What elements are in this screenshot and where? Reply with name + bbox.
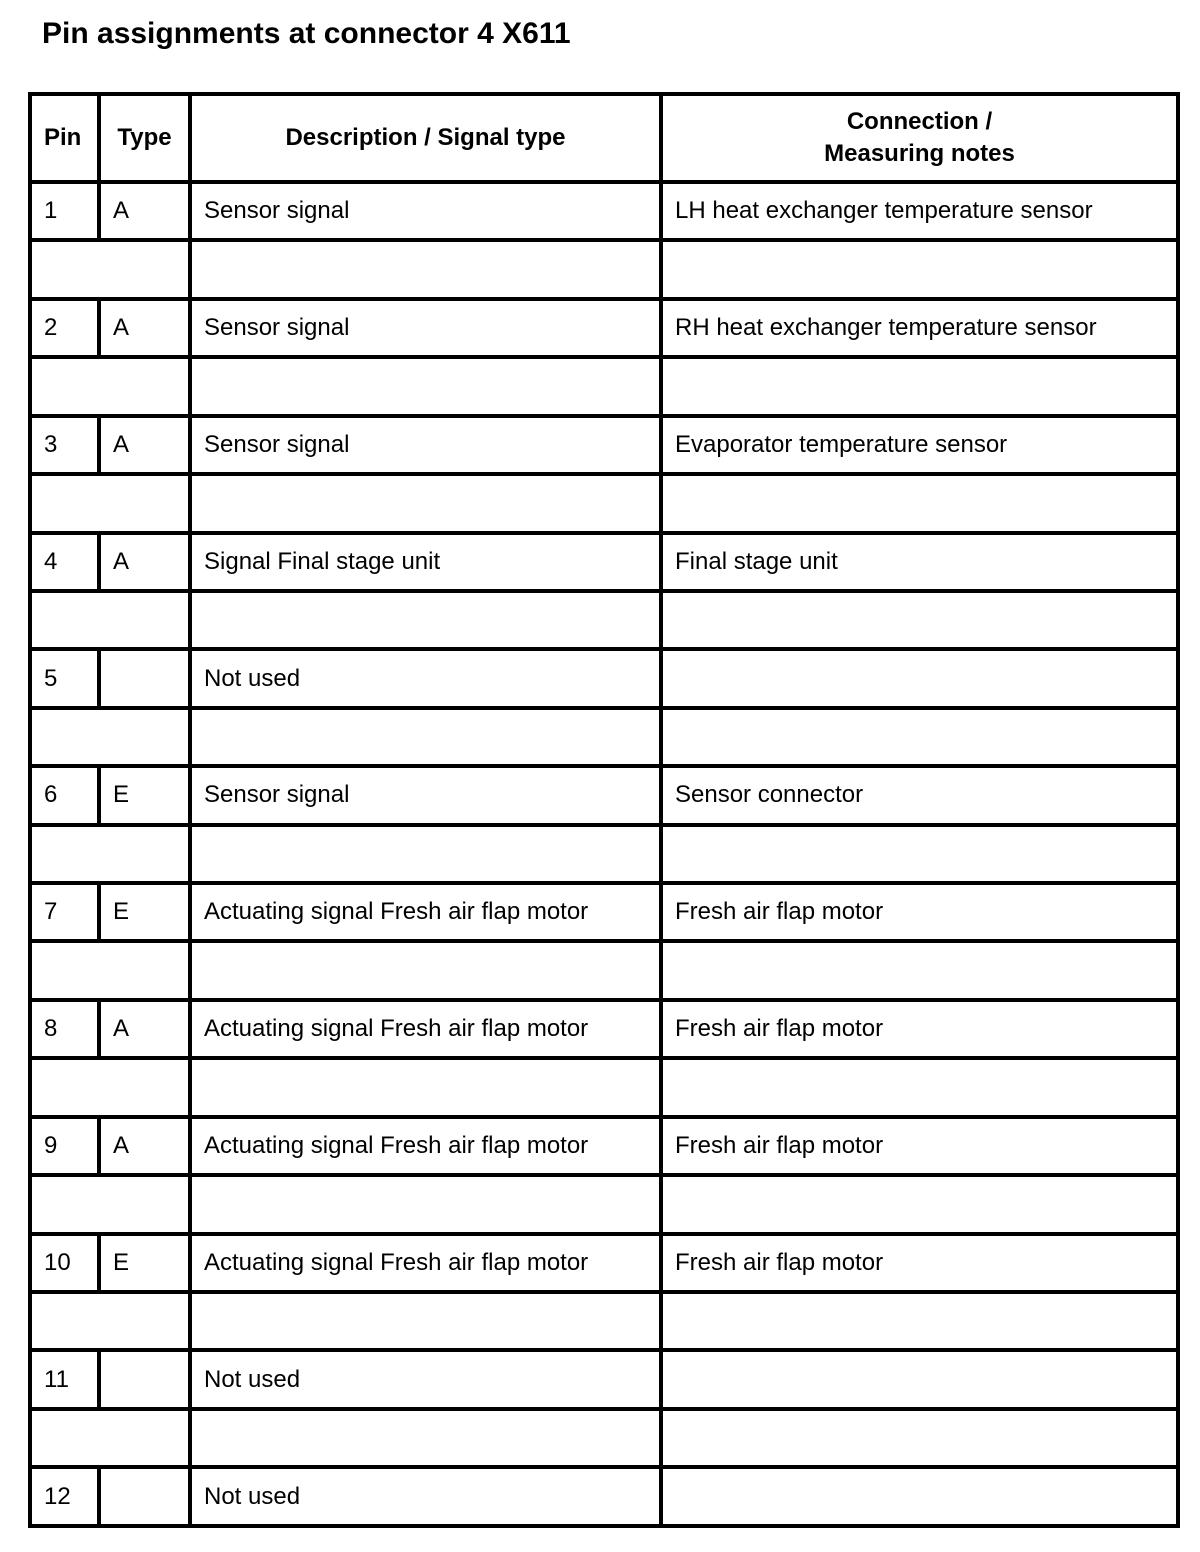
spacer-cell-connection (661, 240, 1178, 298)
cell-type: A (99, 1117, 190, 1175)
cell-connection: Final stage unit (661, 533, 1178, 591)
cell-description: Actuating signal Fresh air flap motor (190, 1117, 661, 1175)
cell-pin: 4 (30, 533, 99, 591)
spacer-cell-description (190, 591, 661, 649)
spacer-cell-pin-type (30, 474, 190, 532)
spacer-cell-description (190, 708, 661, 766)
cell-pin: 11 (30, 1350, 99, 1408)
cell-pin: 2 (30, 299, 99, 357)
spacer-cell-connection (661, 708, 1178, 766)
cell-connection (661, 1350, 1178, 1408)
cell-description: Actuating signal Fresh air flap motor (190, 1000, 661, 1058)
spacer-cell-pin-type (30, 1292, 190, 1350)
cell-description: Sensor signal (190, 766, 661, 824)
cell-description: Sensor signal (190, 299, 661, 357)
cell-connection: RH heat exchanger temperature sensor (661, 299, 1178, 357)
cell-connection: LH heat exchanger temperature sensor (661, 182, 1178, 240)
spacer-row (30, 1175, 1178, 1233)
table-row (30, 649, 1178, 707)
spacer-cell-description (190, 1292, 661, 1350)
spacer-cell-pin-type (30, 1058, 190, 1116)
cell-connection: Fresh air flap motor (661, 1234, 1178, 1292)
cell-pin: 5 (30, 649, 99, 707)
cell-type: E (99, 883, 190, 941)
spacer-cell-description (190, 1058, 661, 1116)
spacer-row (30, 708, 1178, 766)
cell-pin: 6 (30, 766, 99, 824)
cell-description: Actuating signal Fresh air flap motor (190, 1234, 661, 1292)
spacer-row (30, 1292, 1178, 1350)
table-row (30, 1117, 1178, 1175)
cell-type: A (99, 299, 190, 357)
cell-description: Not used (190, 649, 661, 707)
spacer-cell-description (190, 357, 661, 415)
cell-type: E (99, 1234, 190, 1292)
spacer-cell-connection (661, 941, 1178, 999)
cell-connection: Evaporator temperature sensor (661, 416, 1178, 474)
spacer-row (30, 591, 1178, 649)
cell-pin: 12 (30, 1467, 99, 1526)
column-header-description: Description / Signal type (190, 94, 661, 182)
spacer-cell-connection (661, 825, 1178, 883)
cell-pin: 10 (30, 1234, 99, 1292)
spacer-cell-description (190, 941, 661, 999)
cell-type (99, 649, 190, 707)
spacer-cell-pin-type (30, 825, 190, 883)
spacer-cell-connection (661, 1058, 1178, 1116)
spacer-cell-connection (661, 357, 1178, 415)
table-body (30, 182, 1178, 1526)
cell-type (99, 1467, 190, 1526)
cell-connection: Fresh air flap motor (661, 1117, 1178, 1175)
cell-pin: 8 (30, 1000, 99, 1058)
cell-description: Signal Final stage unit (190, 533, 661, 591)
cell-pin: 1 (30, 182, 99, 240)
table-row (30, 766, 1178, 824)
cell-connection: Fresh air flap motor (661, 883, 1178, 941)
spacer-row (30, 941, 1178, 999)
table-row (30, 1234, 1178, 1292)
spacer-cell-description (190, 474, 661, 532)
spacer-cell-pin-type (30, 591, 190, 649)
column-header-type: Type (99, 94, 190, 182)
spacer-cell-pin-type (30, 240, 190, 298)
cell-pin: 9 (30, 1117, 99, 1175)
pin-assignment-table (28, 92, 1180, 1528)
cell-description: Not used (190, 1467, 661, 1526)
spacer-cell-connection (661, 474, 1178, 532)
table-row (30, 1350, 1178, 1408)
column-header-connection-line1: Connection / (846, 108, 993, 135)
table-row (30, 1000, 1178, 1058)
spacer-cell-description (190, 1175, 661, 1233)
spacer-row (30, 474, 1178, 532)
cell-description: Actuating signal Fresh air flap motor (190, 883, 661, 941)
cell-connection: Sensor connector (661, 766, 1178, 824)
spacer-cell-pin-type (30, 357, 190, 415)
spacer-cell-pin-type (30, 1409, 190, 1467)
spacer-row (30, 357, 1178, 415)
column-header-connection (661, 94, 1178, 182)
page-title: Pin assignments at connector 4 X611 (42, 17, 571, 50)
cell-pin: 7 (30, 883, 99, 941)
cell-type: E (99, 766, 190, 824)
column-header-pin: Pin (30, 94, 99, 182)
cell-description: Sensor signal (190, 182, 661, 240)
cell-type: A (99, 533, 190, 591)
cell-connection: Fresh air flap motor (661, 1000, 1178, 1058)
spacer-cell-description (190, 240, 661, 298)
cell-type: A (99, 416, 190, 474)
column-header-connection-line2: Measuring notes (824, 140, 1015, 167)
cell-type (99, 1350, 190, 1408)
spacer-cell-connection (661, 1409, 1178, 1467)
cell-pin: 3 (30, 416, 99, 474)
cell-type: A (99, 182, 190, 240)
cell-connection (661, 649, 1178, 707)
spacer-row (30, 240, 1178, 298)
spacer-cell-connection (661, 1292, 1178, 1350)
table-header-row (30, 94, 1178, 182)
table-row (30, 416, 1178, 474)
spacer-row (30, 1409, 1178, 1467)
spacer-row (30, 1058, 1178, 1116)
table-row (30, 1467, 1178, 1526)
table-row (30, 182, 1178, 240)
cell-type: A (99, 1000, 190, 1058)
table-row (30, 299, 1178, 357)
table-row (30, 883, 1178, 941)
cell-description: Sensor signal (190, 416, 661, 474)
spacer-cell-description (190, 1409, 661, 1467)
spacer-cell-connection (661, 1175, 1178, 1233)
spacer-cell-connection (661, 591, 1178, 649)
spacer-cell-pin-type (30, 1175, 190, 1233)
cell-description: Not used (190, 1350, 661, 1408)
cell-connection (661, 1467, 1178, 1526)
spacer-cell-pin-type (30, 708, 190, 766)
spacer-cell-pin-type (30, 941, 190, 999)
spacer-cell-description (190, 825, 661, 883)
spacer-row (30, 825, 1178, 883)
table-row (30, 533, 1178, 591)
